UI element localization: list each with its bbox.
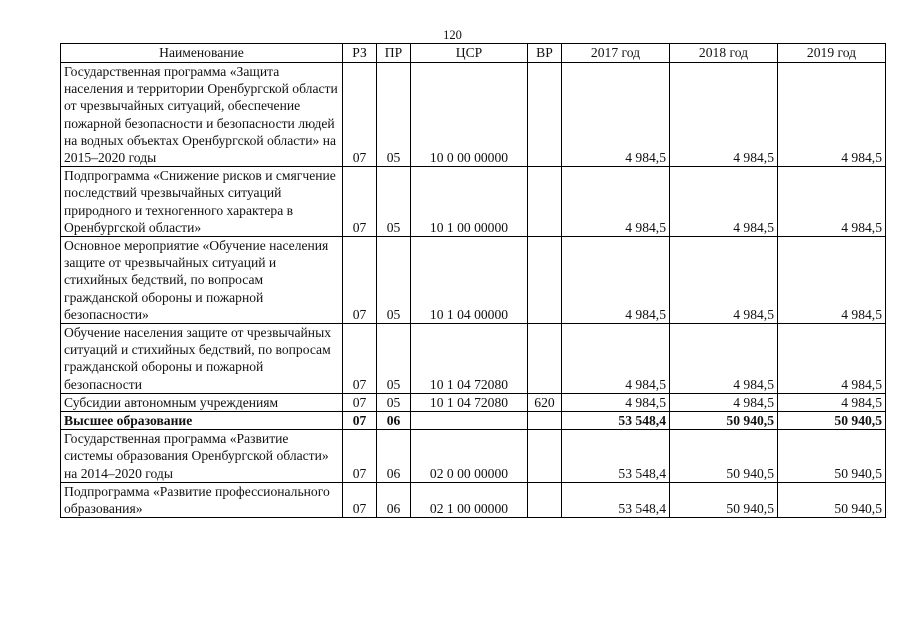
header-2019: 2019 год — [778, 44, 886, 63]
header-vr: ВР — [528, 44, 562, 63]
cell-2017: 53 548,4 — [562, 482, 670, 517]
cell-name: Государственная программа «Защита населения и территории Оренбургской области от чрезвычайных ситуаций, обеспечение пожарной безопасности и безопасности людей на водных объектах Оренбургской области» на 2015–2020 годы — [61, 63, 343, 167]
cell-csr — [411, 412, 528, 430]
cell-vr — [528, 482, 562, 517]
cell-pr: 06 — [377, 482, 411, 517]
table-row — [61, 412, 886, 430]
cell-2019: 4 984,5 — [778, 324, 886, 394]
header-2018: 2018 год — [670, 44, 778, 63]
cell-2017: 53 548,4 — [562, 430, 670, 483]
cell-2019: 4 984,5 — [778, 167, 886, 237]
cell-vr — [528, 63, 562, 167]
cell-2017: 4 984,5 — [562, 167, 670, 237]
cell-csr: 10 1 04 72080 — [411, 324, 528, 394]
cell-2019: 50 940,5 — [778, 412, 886, 430]
cell-2019: 50 940,5 — [778, 482, 886, 517]
cell-vr: 620 — [528, 393, 562, 411]
cell-pr: 05 — [377, 167, 411, 237]
cell-name: Субсидии автономным учреждениям — [61, 393, 343, 411]
cell-name: Высшее образование — [61, 412, 343, 430]
cell-vr — [528, 237, 562, 324]
cell-pr: 05 — [377, 237, 411, 324]
table-row — [61, 393, 886, 411]
table-row — [61, 482, 886, 517]
cell-rz: 07 — [343, 324, 377, 394]
cell-2017: 4 984,5 — [562, 63, 670, 167]
cell-name: Государственная программа «Развитие системы образования Оренбургской области» на 2014–2020 годы — [61, 430, 343, 483]
cell-2019: 4 984,5 — [778, 393, 886, 411]
cell-2018: 50 940,5 — [670, 430, 778, 483]
table-row — [61, 63, 886, 167]
cell-csr: 10 1 00 00000 — [411, 167, 528, 237]
cell-pr: 05 — [377, 63, 411, 167]
cell-csr: 10 1 04 00000 — [411, 237, 528, 324]
cell-pr: 05 — [377, 324, 411, 394]
cell-2017: 4 984,5 — [562, 237, 670, 324]
cell-vr — [528, 412, 562, 430]
cell-csr: 02 0 00 00000 — [411, 430, 528, 483]
table-body — [61, 63, 886, 518]
table-row — [61, 167, 886, 237]
cell-pr: 06 — [377, 430, 411, 483]
table-row — [61, 430, 886, 483]
cell-rz: 07 — [343, 412, 377, 430]
header-2017: 2017 год — [562, 44, 670, 63]
cell-name: Обучение населения защите от чрезвычайных ситуаций и стихийных бедствий, по вопросам гражданской обороны и пожарной безопасности — [61, 324, 343, 394]
cell-csr: 10 1 04 72080 — [411, 393, 528, 411]
cell-vr — [528, 167, 562, 237]
cell-name: Подпрограмма «Развитие профессионального образования» — [61, 482, 343, 517]
header-pr: ПР — [377, 44, 411, 63]
header-name: Наименование — [61, 44, 343, 63]
cell-name: Основное мероприятие «Обучение населения защите от чрезвычайных ситуаций и стихийных бедствий, по вопросам гражданской обороны и пожарной безопасности» — [61, 237, 343, 324]
cell-pr: 05 — [377, 393, 411, 411]
header-rz: РЗ — [343, 44, 377, 63]
cell-2018: 50 940,5 — [670, 482, 778, 517]
cell-vr — [528, 324, 562, 394]
cell-rz: 07 — [343, 482, 377, 517]
cell-rz: 07 — [343, 430, 377, 483]
cell-2017: 4 984,5 — [562, 393, 670, 411]
page-number: 120 — [443, 28, 462, 42]
cell-rz: 07 — [343, 237, 377, 324]
cell-2018: 4 984,5 — [670, 237, 778, 324]
cell-2019: 4 984,5 — [778, 63, 886, 167]
cell-name: Подпрограмма «Снижение рисков и смягчение последствий чрезвычайных ситуаций природного и техногенного характера в Оренбургской области» — [61, 167, 343, 237]
table-header-row — [61, 44, 886, 63]
cell-2017: 53 548,4 — [562, 412, 670, 430]
budget-table — [60, 43, 886, 518]
cell-csr: 02 1 00 00000 — [411, 482, 528, 517]
table-row — [61, 324, 886, 394]
cell-vr — [528, 430, 562, 483]
cell-2017: 4 984,5 — [562, 324, 670, 394]
cell-2018: 4 984,5 — [670, 393, 778, 411]
cell-csr: 10 0 00 00000 — [411, 63, 528, 167]
cell-rz: 07 — [343, 393, 377, 411]
table-row — [61, 237, 886, 324]
cell-2018: 4 984,5 — [670, 63, 778, 167]
cell-2019: 50 940,5 — [778, 430, 886, 483]
cell-rz: 07 — [343, 167, 377, 237]
cell-2018: 4 984,5 — [670, 167, 778, 237]
header-csr: ЦСР — [411, 44, 528, 63]
cell-2018: 4 984,5 — [670, 324, 778, 394]
cell-rz: 07 — [343, 63, 377, 167]
cell-2019: 4 984,5 — [778, 237, 886, 324]
cell-2018: 50 940,5 — [670, 412, 778, 430]
cell-pr: 06 — [377, 412, 411, 430]
